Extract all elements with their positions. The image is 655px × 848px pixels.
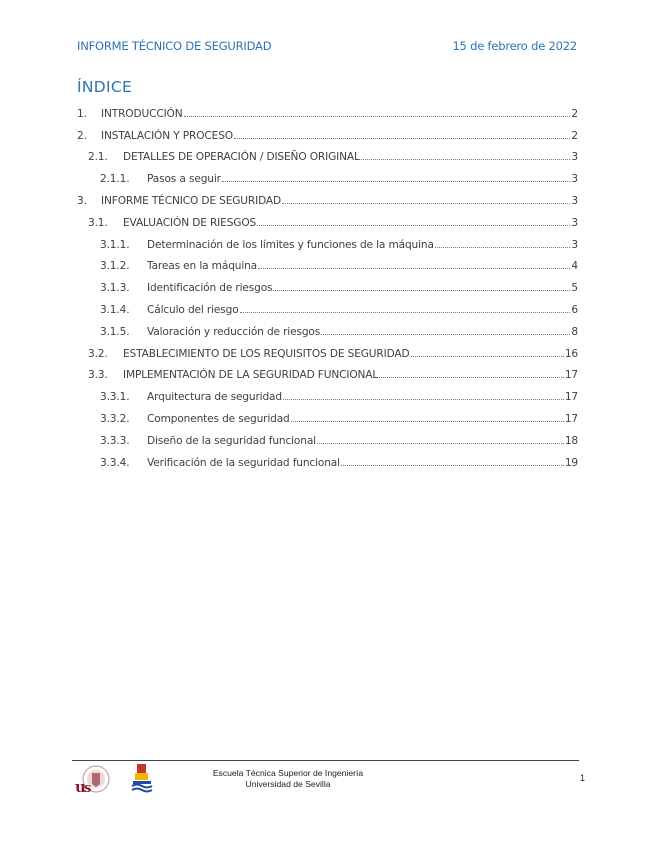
toc-entry-page: 17 — [564, 391, 578, 404]
toc-entry-number: 3.1.3. — [100, 282, 130, 295]
toc-entry-page: 3 — [571, 216, 578, 229]
toc-entry-number: 3.1.5. — [100, 325, 130, 338]
toc-entry-page: 19 — [564, 456, 578, 469]
toc-entry[interactable] — [77, 163, 578, 185]
toc-entry[interactable] — [77, 272, 578, 294]
school-emblem-icon — [131, 764, 153, 794]
toc-entry[interactable] — [77, 185, 578, 207]
toc-entry-title: Verificación de la seguridad funcional — [147, 456, 340, 469]
toc-entry-title: ESTABLECIMIENTO DE LOS REQUISITOS DE SEGURIDAD — [123, 347, 410, 360]
toc-dot-leader — [222, 181, 571, 182]
toc-entry[interactable] — [77, 338, 578, 360]
toc-dot-leader — [282, 203, 570, 204]
toc-entry-number: 3.3.3. — [100, 434, 130, 447]
header-title: INFORME TÉCNICO DE SEGURIDAD — [77, 39, 272, 53]
toc-entry-page: 17 — [564, 412, 578, 425]
toc-entry-title: IMPLEMENTACIÓN DE LA SEGURIDAD FUNCIONAL — [123, 369, 379, 382]
toc-entry[interactable] — [77, 425, 578, 447]
toc-entry[interactable] — [77, 251, 578, 273]
toc-entry-number: 3.1.4. — [100, 303, 130, 316]
toc-entry[interactable] — [77, 360, 578, 382]
toc-entry[interactable] — [77, 403, 578, 425]
toc-entry-page: 16 — [564, 347, 578, 360]
toc-dot-leader — [321, 334, 570, 335]
toc-entry-number: 3.3.4. — [100, 456, 130, 469]
toc-entry-page: 2 — [571, 107, 578, 120]
toc-entry-title: Identificación de riesgos — [147, 282, 273, 295]
toc-entry-number: 3.2. — [88, 347, 108, 360]
toc-heading: ÍNDICE — [77, 78, 133, 96]
toc-entry-page: 8 — [571, 325, 578, 338]
toc-dot-leader — [341, 465, 564, 466]
toc-entry-number: 3.1.1. — [100, 238, 130, 251]
page-header — [77, 38, 577, 54]
toc-entry-number: 3.3. — [88, 369, 108, 382]
toc-entry-title: INFORME TÉCNICO DE SEGURIDAD — [101, 194, 282, 207]
university-seal-icon — [74, 764, 112, 796]
toc-dot-leader — [258, 268, 570, 269]
toc-entry[interactable] — [77, 316, 578, 338]
toc-entry[interactable] — [77, 98, 578, 120]
toc-dot-leader — [234, 138, 570, 139]
toc-entry-number: 3.1.2. — [100, 260, 130, 273]
toc-entry[interactable] — [77, 381, 578, 403]
toc-entry-title: INTRODUCCIÓN — [101, 107, 183, 120]
toc-entry-number: 2. — [77, 129, 87, 142]
toc-entry-number: 3.3.2. — [100, 412, 130, 425]
svg-text:s: s — [84, 781, 92, 796]
toc-entry[interactable] — [77, 447, 578, 469]
toc-entry-title: Arquitectura de seguridad — [147, 391, 282, 404]
footer-university: Universidad de Sevilla — [245, 779, 331, 789]
toc-dot-leader — [361, 159, 571, 160]
page-number: 1 — [579, 773, 585, 783]
toc-entry[interactable] — [77, 120, 578, 142]
toc-entry[interactable] — [77, 229, 578, 251]
svg-text:u: u — [75, 778, 86, 796]
toc-dot-leader — [317, 443, 564, 444]
table-of-contents — [77, 98, 578, 469]
footer-school: Escuela Técnica Superior de Ingeniería — [212, 768, 364, 778]
toc-entry-page: 3 — [571, 151, 578, 164]
toc-dot-leader — [411, 356, 564, 357]
toc-entry[interactable] — [77, 142, 578, 164]
toc-entry-page: 2 — [571, 129, 578, 142]
toc-entry-page: 5 — [571, 282, 578, 295]
toc-dot-leader — [184, 116, 571, 117]
toc-entry-title: Componentes de seguridad — [147, 412, 290, 425]
toc-entry-title: Cálculo del riesgo — [147, 303, 239, 316]
toc-entry-title: Pasos a seguir — [147, 173, 221, 186]
toc-entry-page: 3 — [571, 238, 578, 251]
toc-entry-title: EVALUACIÓN DE RIESGOS — [123, 216, 257, 229]
toc-dot-leader — [257, 225, 570, 226]
toc-entry-page: 4 — [571, 260, 578, 273]
toc-entry-page: 18 — [564, 434, 578, 447]
toc-entry-number: 2.1.1. — [100, 173, 130, 186]
footer-institution — [188, 768, 388, 790]
toc-entry-page: 17 — [564, 369, 578, 382]
toc-dot-leader — [379, 377, 564, 378]
toc-entry[interactable] — [77, 207, 578, 229]
toc-dot-leader — [273, 290, 570, 291]
toc-entry-page: 3 — [571, 173, 578, 186]
toc-entry-page: 6 — [571, 303, 578, 316]
toc-entry-number: 1. — [77, 107, 87, 120]
header-date: 15 de febrero de 2022 — [452, 39, 577, 53]
toc-entry-number: 3. — [77, 194, 87, 207]
toc-entry-page: 3 — [571, 194, 578, 207]
toc-entry-title: INSTALACIÓN Y PROCESO — [101, 129, 233, 142]
toc-entry-number: 3.1. — [88, 216, 108, 229]
toc-dot-leader — [291, 421, 564, 422]
toc-entry-title: Diseño de la seguridad funcional — [147, 434, 316, 447]
toc-dot-leader — [240, 312, 571, 313]
toc-entry-title: Tareas en la máquina — [147, 260, 258, 273]
toc-dot-leader — [283, 399, 564, 400]
toc-entry[interactable] — [77, 294, 578, 316]
toc-entry-title: DETALLES DE OPERACIÓN / DISEÑO ORIGINAL — [123, 151, 360, 164]
toc-entry-number: 3.3.1. — [100, 391, 130, 404]
toc-entry-title: Valoración y reducción de riesgos — [147, 325, 321, 338]
toc-dot-leader — [435, 247, 571, 248]
toc-entry-number: 2.1. — [88, 151, 108, 164]
footer-divider — [72, 760, 579, 761]
toc-entry-title: Determinación de los límites y funciones de la máquina — [147, 238, 434, 251]
